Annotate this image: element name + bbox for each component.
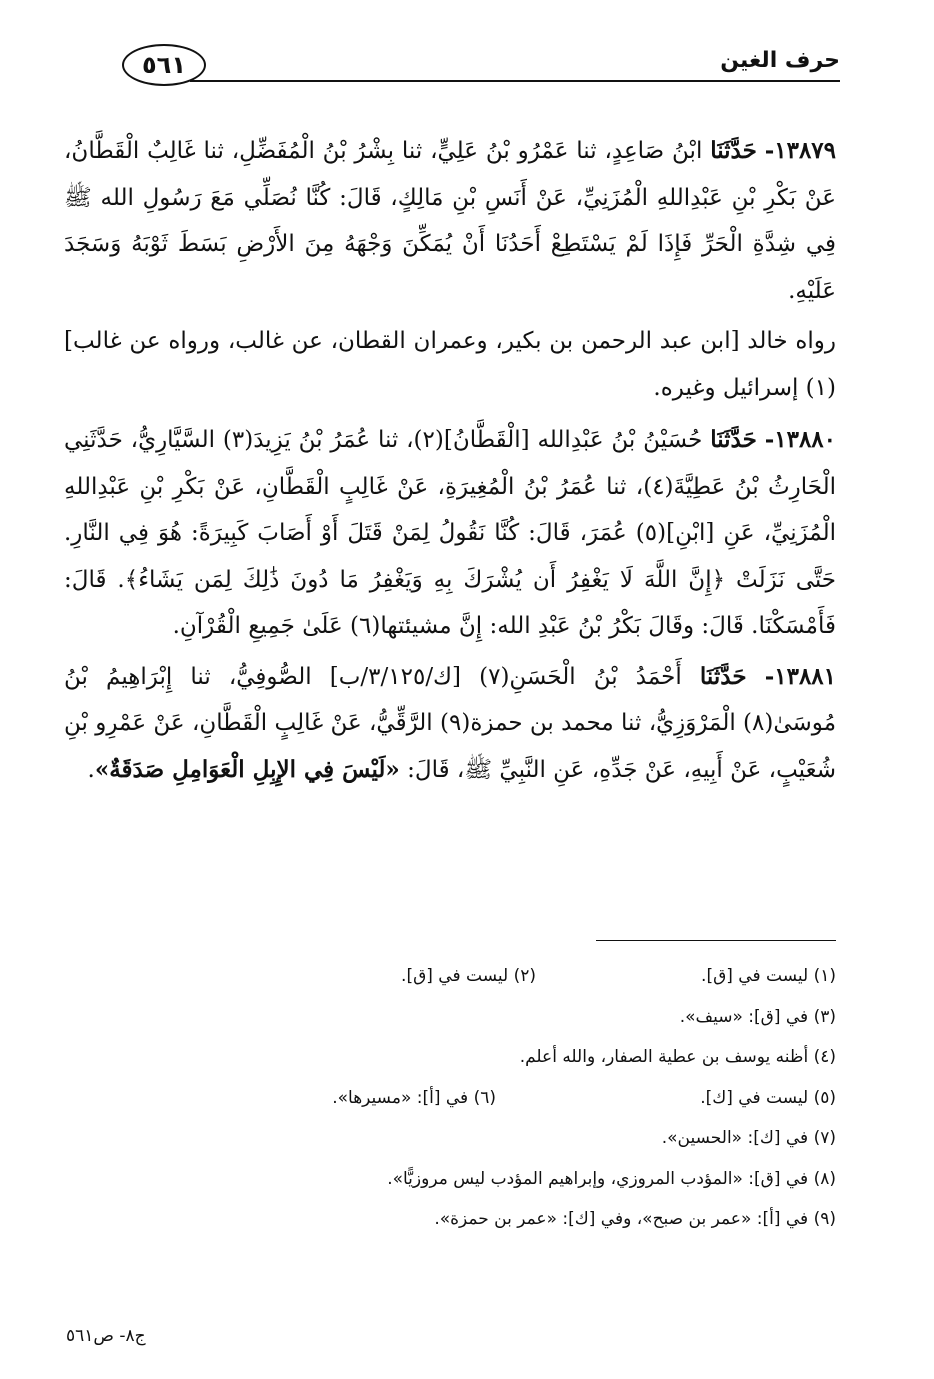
footnotes bbox=[96, 956, 836, 1240]
page-number-badge bbox=[122, 44, 206, 86]
page-footer-ref: ج٨- ص٥٦١ bbox=[66, 1326, 146, 1346]
hadith-number: ١٣٨٨٠- bbox=[764, 426, 837, 453]
hadith-text-tail: . قَالَ: فَأَمْسَكْنَا. قَالَ: وقَالَ بَكْرُ بْنُ عَبْدِ الله: إِنَّ مشيئتها(٦) عَلَىٰ جَمِيعِ الْقُرْآنِ. bbox=[64, 566, 836, 639]
footnote-2: (٢) ليست في [ق]. bbox=[401, 966, 536, 986]
footnote-7: (٧) في [ك]: «الحسين». bbox=[661, 1128, 836, 1148]
footnote-row bbox=[96, 956, 836, 997]
footnote-9: (٩) في [أ]: «عمر بن صبح»، وفي [ك]: «عمر بن حمزة». bbox=[434, 1209, 836, 1229]
hadith-13880 bbox=[64, 417, 836, 650]
narration-note: رواه خالد [ابن عبد الرحمن بن بكير، وعمران القطان، عن غالب، ورواه عن غالب](١) إسرائيل وغيره. bbox=[64, 328, 836, 401]
footnote-row bbox=[96, 1118, 836, 1159]
prophet-quote: «لَيْسَ فِي الإِبِلِ الْعَوَامِلِ صَدَقَةٌ» bbox=[94, 755, 400, 783]
footnote-5: (٥) ليست في [ك]. bbox=[700, 1087, 836, 1108]
footnote-row bbox=[96, 1199, 836, 1240]
page-header bbox=[60, 44, 840, 94]
hadith-text: ابْنُ صَاعِدٍ، ثنا عَمْرُو بْنُ عَلِيٍّ، ثنا بِشْرُ بْنُ الْمُفَضِّلِ، ثنا غَالِبٌ الْقَطَّانُ، عَنْ بَكْرِ بْنِ عَبْدِاللهِ الْمُزَنِيِّ، عَنْ أَنَسِ بْنِ مَالِكٍ، قَالَ: كُنَّا نُصَلِّي مَعَ رَسُولِ الله ﷺ فِي شِدَّةِ الْحَرِّ فَإِذَا لَمْ يَسْتَطِعْ أَحَدُنَا أَنْ يُمَكِّنَ وَجْهَهُ مِنَ الأَرْضِ بَسَطَ ثَوْبَهُ وَسَجَدَ عَلَيْهِ. bbox=[64, 138, 836, 304]
footnote-3: (٣) في [ق]: «سيف». bbox=[679, 1006, 836, 1027]
footnote-8: (٨) في [ق]: «المؤدب المروزي، وإبراهيم المؤدب ليس مروزيًّا». bbox=[387, 1168, 836, 1189]
quran-verse: ﴿إِنَّ اللَّهَ لَا يَغْفِرُ أَن يُشْرَكَ بِهِ وَيَغْفِرُ مَا دُونَ ذَٰلِكَ لِمَن يَشَاءُ﴾ bbox=[124, 566, 726, 593]
hadith-lead: حَدَّثَنَا bbox=[699, 662, 747, 690]
hadith-text: حُسَيْنُ بْنُ عَبْدِالله [الْقَطَّانُ](٢)، ثنا عُمَرُ بْنُ يَزِيدَ(٣) السَّيَّارِيُّ، حَدَّثَنِي الْحَارِثُ بْنُ عَطِيَّةَ(٤)، ثنا عُمَرُ بْنُ الْمُغِيرَةِ، عَنْ غَالِبٍ الْقَطَّانِ، عَنْ بَكْرِ بْنِ عَبْدِاللهِ الْمُزَنِيِّ، عَنِ [ابْنِ](٥) عُمَرَ، قَالَ: كُنَّا نَقُولُ لِمَنْ قَتَلَ أَوْ أَصَابَ كَبِيرَةً: هُوَ فِي النَّارِ. حَتَّى نَزَلَتْ bbox=[64, 427, 837, 593]
footnote-row bbox=[96, 997, 836, 1038]
footnote-4: (٤) أظنه يوسف بن عطية الصفار، والله أعلم. bbox=[519, 1047, 836, 1067]
footnote-1: (١) ليست في [ق]. bbox=[701, 966, 836, 986]
footnote-row bbox=[96, 1037, 836, 1078]
header-rule bbox=[190, 80, 840, 82]
hadith-number: ١٣٨٨١- bbox=[764, 662, 837, 690]
hadith-number: ١٣٨٧٩- bbox=[764, 137, 837, 164]
header-title: حرف الغين bbox=[720, 48, 840, 73]
footnote-row bbox=[96, 1078, 836, 1119]
page-number: ٥٦١ bbox=[142, 51, 186, 79]
hadith-lead: حَدَّثَنَا bbox=[710, 137, 757, 164]
hadith-lead: حَدَّثَنَا bbox=[710, 426, 757, 453]
footnote-row bbox=[96, 1159, 836, 1200]
footnote-6: (٦) في [أ]: «مسيرها». bbox=[332, 1087, 496, 1108]
main-text bbox=[64, 128, 836, 797]
hadith-end: . bbox=[87, 756, 95, 783]
hadith-13879 bbox=[64, 128, 836, 314]
footnote-separator bbox=[596, 940, 836, 941]
hadith-text: أَحْمَدُ بْنُ الْحَسَنِ(٧) [ك/٣/١٢٥/ب] الصُّوفِيُّ، ثنا إِبْرَاهِيمُ بْنُ مُوسَىٰ(٨) الْمَرْوَزِيُّ، ثنا محمد بن حمزة(٩) الرَّقِّيُّ، عَنْ غَالِبٍ الْقَطَّانِ، عَنْ عَمْرِو بْنِ شُعَيْبٍ، عَنْ أَبِيهِ، عَنْ جَدِّهِ، عَنِ النَّبِيِّ ﷺ، قَالَ: bbox=[64, 663, 837, 783]
hadith-13881 bbox=[64, 654, 836, 794]
